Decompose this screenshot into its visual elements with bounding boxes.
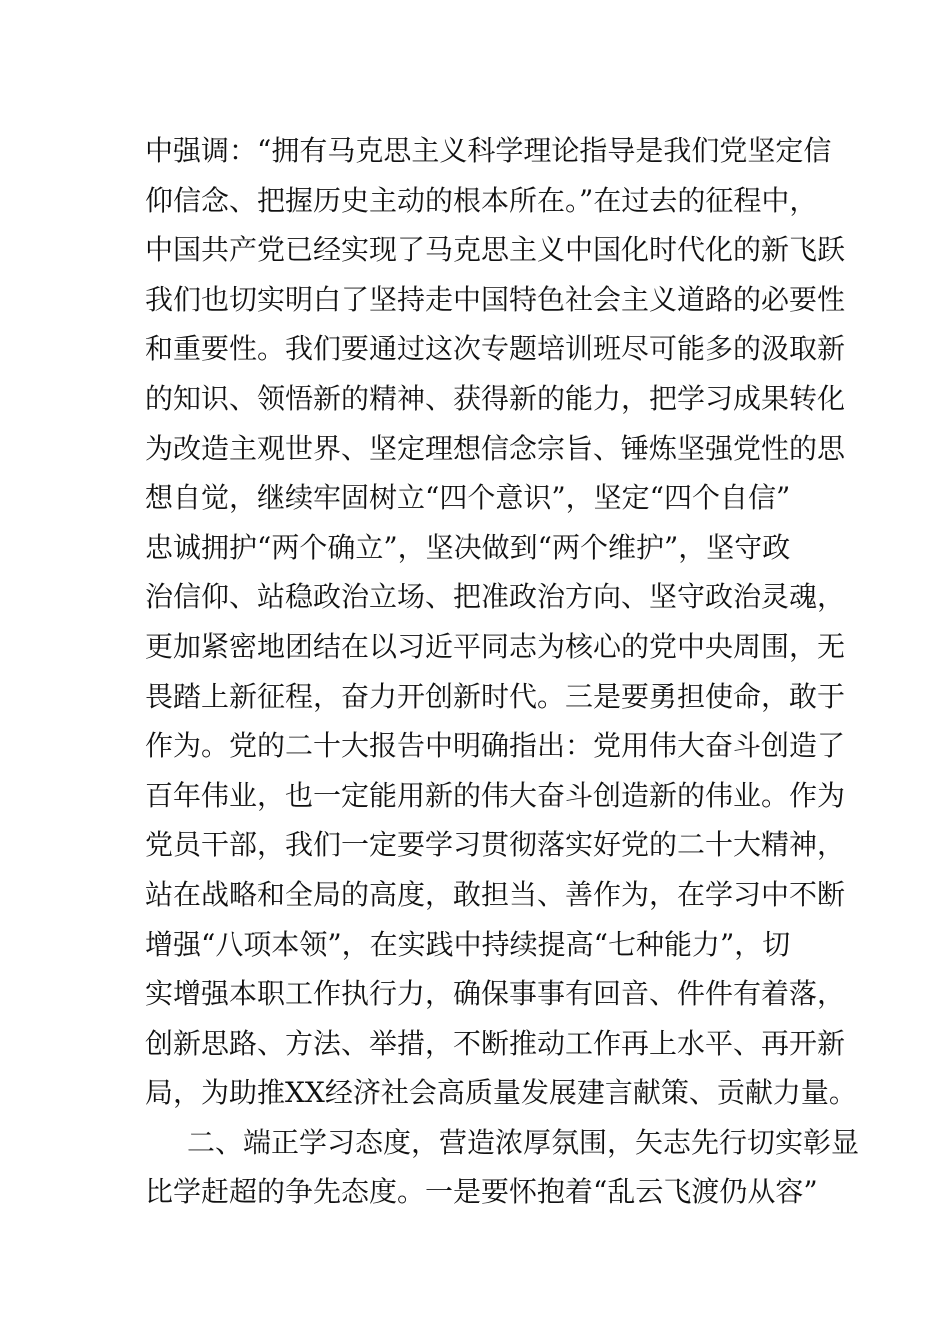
text-line: 忠诚拥护“两个确立”，坚决做到“两个维护”，坚守政 [145,530,791,564]
text-line: 局，为助推XX经济社会高质量发展建言献策、贡献力量。 [145,1076,857,1110]
text-line: 想自觉，继续牢固树立“四个意识”，坚定“四个自信” [145,481,791,515]
text-line: 中国共产党已经实现了马克思主义中国化时代化的新飞跃 [145,233,846,267]
text-line: 创新思路、方法、举措，不断推动工作再上水平、再开新 [145,1026,846,1060]
text-line: 作为。党的二十大报告中明确指出：党用伟大奋斗创造了 [145,729,846,763]
text-line: 比学赶超的争先态度。一是要怀抱着“乱云飞渡仍从容” [145,1175,818,1209]
text-line: 我们也切实明白了坚持走中国特色社会主义道路的必要性 [145,282,846,316]
text-line: 中强调：“拥有马克思主义科学理论指导是我们党坚定信 [145,134,832,167]
text-line: 为改造主观世界、坚定理想信念宗旨、锤炼坚强党性的思 [145,431,846,465]
text-line: 仰信念、把握历史主动的根本所在。”在过去的征程中， [145,183,818,217]
text-line: 党员干部，我们一定要学习贯彻落实好党的二十大精神， [145,828,846,862]
paragraph-heading-line: 二、端正学习态度，营造浓厚氛围，矢志先行切实彰显 [187,1125,860,1159]
text-line: 百年伟业，也一定能用新的伟大奋斗创造新的伟业。作为 [145,778,846,812]
text-line: 和重要性。我们要通过这次专题培训班尽可能多的汲取新 [145,332,846,366]
text-line: 更加紧密地团结在以习近平同志为核心的党中央周围，无 [145,629,846,663]
text-line: 站在战略和全局的高度，敢担当、善作为，在学习中不断 [145,877,846,911]
text-line: 畏踏上新征程，奋力开创新时代。三是要勇担使命，敢于 [145,679,846,713]
text-line: 增强“八项本领”，在实践中持续提高“七种能力”，切 [145,927,791,961]
text-line: 的知识、领悟新的精神、获得新的能力，把学习成果转化 [145,381,846,415]
body-text [145,126,860,1217]
text-line: 实增强本职工作执行力，确保事事有回音、件件有着落， [145,977,846,1011]
text-line: 治信仰、站稳政治立场、把准政治方向、坚守政治灵魂， [145,580,846,614]
